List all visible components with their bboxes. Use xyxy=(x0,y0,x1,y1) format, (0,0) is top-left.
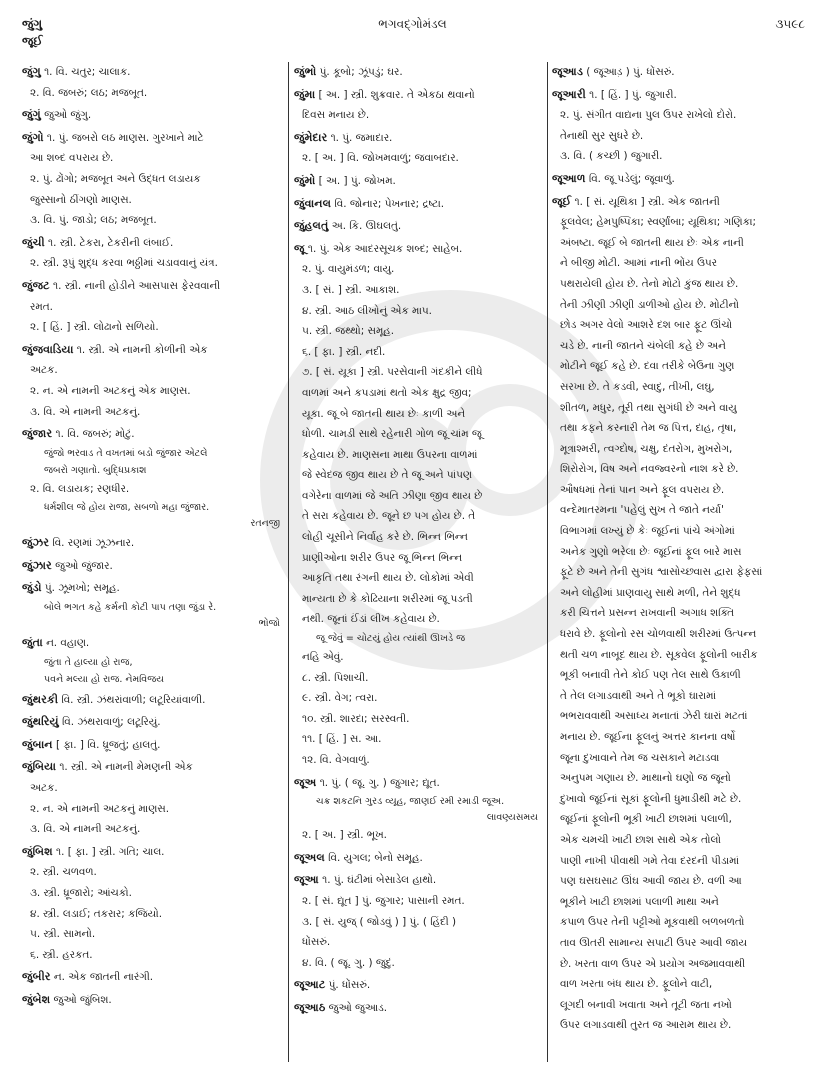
dictionary-entry xyxy=(294,194,542,215)
entry-first-line xyxy=(552,85,807,106)
dictionary-entry xyxy=(22,690,284,711)
definition-text: જુઓ જુંગુ. xyxy=(44,109,92,122)
definition-text: અ. કિ. ઊઘલતું. xyxy=(331,220,402,233)
definition-continuation: શિરોરોગ, વિષ અને નવજ્વરનો નાશ કરે છે. xyxy=(560,463,739,476)
definition-continuation: યૂકા. જૂ બે જાતની થાય છેઃ કાળી અને xyxy=(302,407,466,420)
entry-first-line xyxy=(294,194,542,215)
definition-text: ૧. [ ફા. ] સ્ત્રી. ગતિ; ચાલ. xyxy=(56,845,165,858)
definition-text: ૧. પું. ઘંટીમાં બેસાડેલ હાથો. xyxy=(322,874,437,887)
definition-text: ૧. સ્ત્રી. એ નામની કોળીની એક xyxy=(76,343,208,356)
entry-first-line xyxy=(22,967,284,988)
definition-text: પું. ધોંસરું. xyxy=(328,979,371,992)
dictionary-entry xyxy=(22,424,284,531)
dictionary-entry xyxy=(552,62,807,83)
definition-text: વિ. યુગલ; બેનો સમૂહ. xyxy=(328,851,423,864)
sense-definition: ૩. વિ. એ નામની અટકનું. xyxy=(30,823,141,836)
sense-definition: ૫. સ્ત્રી. જથ્થો; સમૂહ. xyxy=(302,325,394,338)
sense-definition: ૨. સ્ત્રી. ચળવળ. xyxy=(30,866,97,879)
quotation: જુંતા તે હાલ્યા હો રાજ, xyxy=(44,656,133,668)
dictionary-entry xyxy=(294,998,542,1019)
definition-text: ૧. સ્ત્રી. ટેકરા, ટેકરીની લંબાઈ. xyxy=(48,236,174,249)
headword: જુંબિયા xyxy=(22,760,56,774)
definition-continuation: દિવસ મનાય છે. xyxy=(302,109,370,122)
definition-continuation: મનાય છે. જૂઈના ફૂલનું અત્તર કાનના વર્ષો xyxy=(560,731,736,743)
sense-definition: ૨. સ્ત્રી. રૂપું શુદ્ધ કરવા ભઠ્ઠીમાં ચડાવવાનું યંત્ર. xyxy=(30,257,218,270)
sense-definition: ૩. [ સં. ] સ્ત્રી. આકાશ. xyxy=(302,283,400,296)
sense-definition: ૩. વિ. પું. જાડો; લઠ; મજબૂત. xyxy=(30,214,157,227)
definition-continuation: છોડ અગર વેલો આશરે દશ બાર ફૂટ ઊંચો xyxy=(560,319,733,332)
sense-definition: ૧૧. [ હિં. ] સ. આ. xyxy=(302,733,382,746)
entry-first-line xyxy=(22,578,284,599)
sense-definition: ૨. [ હિં. ] સ્ત્રી. લોઢાનો સળિયો. xyxy=(30,321,159,334)
definition-continuation: નહિ એવું. xyxy=(302,651,344,664)
entry-first-line xyxy=(294,848,542,869)
sense-definition: ૨. પું. ઢોંગો; મજબૂત અને ઉદ્ધત લડાયક xyxy=(30,172,201,185)
headword: જુંમા xyxy=(294,87,316,101)
definition-continuation: દુખાવો જૂઈનાં સૂકાં ફૂલોની ધુમાડીથી મટે છે. xyxy=(560,792,742,805)
definition-text: વિ. જૂ પડેલું; જૂવાળું. xyxy=(588,172,675,185)
sense-definition: ૪. સ્ત્રી. લડાઈ; તકરાર; કજિયો. xyxy=(30,907,163,920)
definition-continuation: જુસ્સાનો ઠીંગણો માણસ. xyxy=(30,193,132,206)
quotation: ચક્ર શકટનિ ગુરડ વ્યૂહ, જાણઈ રમી રમાડી જૂઅ. xyxy=(316,796,505,808)
definition-continuation: લૂગદી બનાવી ખવાતા અને તૂટી જતા નખો xyxy=(560,998,732,1011)
dictionary-entry xyxy=(22,967,284,988)
definition-text: જુઓ જુંબિશ. xyxy=(53,993,112,1006)
entry-first-line xyxy=(294,128,542,149)
definition-text: ૧. વિ. જબરું; મોટું. xyxy=(55,428,135,441)
headword: જૂઈ xyxy=(552,194,572,208)
entry-first-line xyxy=(22,735,284,756)
headword: જુંથરિયું xyxy=(22,715,59,729)
definition-continuation: એક ચમચી ખાટી છાશ સાથે એક તોલો xyxy=(560,833,721,846)
headword: જુંજવાડિયા xyxy=(22,342,74,356)
definition-continuation: તેની ઝીણી ઝીણી ડાળીઓ હોય છે. મોટીનો xyxy=(560,298,739,311)
definition-continuation: ધોળી. ચામડી સાથે રહેનારી ગોળ જૂ ચાંમ જૂ xyxy=(302,428,482,441)
dictionary-entry xyxy=(294,216,542,237)
definition-continuation: કપાળ ઉપર તેની પટ્ટીઓ મૂકવાથી બળબળતો xyxy=(560,916,745,929)
definition-text: ૧. પું. જબરો લઠ માણસ. ગુરખાને માટે xyxy=(46,131,204,144)
definition-text: વિ. સ્ત્રી. ઝંથરાંવાળી; લટૂરિયાંવાળી. xyxy=(61,693,206,706)
dictionary-entry xyxy=(294,128,542,169)
quotation-source: રતનજી xyxy=(250,518,280,530)
entry-first-line xyxy=(294,998,542,1019)
entry-first-line xyxy=(22,424,284,445)
definition-continuation: જૂઈનાં ફૂલોની ભૂકી ખાટી છાશમાં પલાળી, xyxy=(560,813,732,826)
definition-text: ન. એક જાતની નારંગી. xyxy=(53,971,154,984)
definition-continuation: જે સ્વેદજ જીવ થાય છે તે જૂ અને પાંપણ xyxy=(302,469,472,482)
dictionary-entry xyxy=(294,773,542,846)
headword: જુંહલતું xyxy=(294,219,329,233)
entry-first-line xyxy=(22,633,284,654)
headword: જૂઅ xyxy=(294,775,317,789)
definition-text: ૧. [ હિં. ] પું. જુગારી. xyxy=(589,88,677,101)
definition-continuation: અંબષ્ટા. જૂઈ બે જાતની થાય છેઃ એક નાની xyxy=(560,236,744,249)
dictionary-entry xyxy=(22,62,284,103)
entry-first-line xyxy=(294,62,542,83)
entry-first-line xyxy=(294,975,542,996)
headword: જૂઅલ xyxy=(294,850,325,864)
definition-text: વિ. ઝંથરાવાળું; લટૂરિયું. xyxy=(61,716,161,729)
dictionary-entry xyxy=(22,990,284,1011)
dictionary-entry xyxy=(22,233,284,274)
quotation-source: ભોજો xyxy=(258,618,280,630)
quotation: જબરો ગણાતો. બુદ્ધિપ્રકાશ xyxy=(44,464,147,476)
definition-continuation: અટક. xyxy=(30,364,58,377)
definition-continuation: પણ ઘસઘસાટ ઊંઘ આવી જાય છે. વળી આ xyxy=(560,875,742,888)
headword: જુંજટ xyxy=(22,278,50,292)
definition-continuation: વન્દેમાતરમના 'પહેલું સુખ તે જાતે નર્યા' xyxy=(560,504,724,517)
column-divider xyxy=(288,62,289,1062)
quotation: પવને મલ્યા હો રાજ. નેમવિજય xyxy=(44,673,164,685)
dictionary-entry xyxy=(22,533,284,554)
headword: જૂઆડ xyxy=(552,65,583,78)
definition-text: [ ફા. ] વિ. ધ્રૂજતું; હાલતું. xyxy=(55,738,161,751)
definition-text: વિ. જોનાર; પેખનાર; દ્રષ્ટા. xyxy=(334,197,445,210)
entry-first-line xyxy=(22,533,284,554)
definition-text: [ અ. ] સ્ત્રી. શુક્રવાર. તે એકઠા થવાનો xyxy=(318,88,475,101)
page-header xyxy=(0,16,825,56)
headword: જુંબેશ xyxy=(22,992,51,1006)
definition-text: [ અ. ] પું. જોખમ. xyxy=(318,174,396,187)
entry-first-line xyxy=(294,870,542,891)
sense-definition: ૧૦. સ્ત્રી. શારદા; સરસ્વતી. xyxy=(302,712,410,725)
definition-continuation: શીતળ, મધુર, તૂરી તથા સુગંધી છે અને વાયુ xyxy=(560,401,737,414)
sense-definition: ૯. સ્ત્રી. વેગ; ત્વરા. xyxy=(302,692,378,705)
entry-first-line xyxy=(552,192,807,213)
dictionary-entry xyxy=(294,870,542,973)
headword: જુંબીર xyxy=(22,970,51,984)
headword: જુંગો xyxy=(22,130,44,144)
quotation: જુંજો ભરવાડ તે વખતમાં બડો જુંજાર એટલે xyxy=(44,447,208,459)
headword: જૂઆરી xyxy=(552,87,586,101)
dictionary-entry xyxy=(552,169,807,190)
headword: જૂઆ xyxy=(294,873,319,887)
definition-continuation: ને બીજી મોટી. આમાં નાની ભોંય ઉપર xyxy=(560,257,717,270)
definition-continuation: પ્રાણીઓના શરીર ઉપર જૂ ભિન્ન ભિન્ન xyxy=(302,551,463,564)
entry-first-line xyxy=(552,62,807,83)
headword: જુંભો xyxy=(294,65,317,78)
sense-definition: ૭. [ સં. યૂકા ] સ્ત્રી. પરસેવાની ગંદકીને લીધે xyxy=(302,366,483,379)
sense-definition: ૨. [ અ. ] સ્ત્રી. ભૂખ. xyxy=(302,829,387,842)
column-divider xyxy=(547,62,548,1062)
running-title: ભગવદ્ગોમંડલ xyxy=(378,17,447,31)
headword: જૂઆઠ xyxy=(294,1000,326,1014)
headword: જૂ xyxy=(294,241,305,255)
definition-text: જુઓ જુઆડ. xyxy=(328,1001,388,1014)
definition-continuation: તેનાથી સુર સુધરે છે. xyxy=(560,129,644,142)
sense-definition: ૫. સ્ત્રી. સામનો. xyxy=(30,928,96,941)
dictionary-entry xyxy=(552,85,807,167)
definition-continuation: ભભરાવવાથી અસાધ્ય મનાતાં ઝેરી ઘારાં મટતાં xyxy=(560,710,748,723)
sense-definition: ૪. સ્ત્રી. આઠ લીખોનું એક માપ. xyxy=(302,304,432,317)
definition-continuation: અટક. xyxy=(30,782,58,795)
definition-continuation: મૂત્રાશ્મરી, ત્વગ્દોષ, ચક્ષુ, દંતરોગ, મુખરોગ, xyxy=(560,442,733,455)
definition-continuation: અનેક ગુણો ભરેલા છેઃ જૂઈનાં ફૂલ બારે માસ xyxy=(560,545,742,558)
guide-word-first: જુંગુ xyxy=(22,17,43,31)
definition-continuation: માન્યતા છે કે કોઢિયાના શરીરમાં જૂ પડતી xyxy=(302,592,473,605)
headword: જૂઆળ xyxy=(552,171,586,185)
entry-first-line xyxy=(294,171,542,192)
definition-continuation: ઉપર લગાડવાથી તુરત જ આરામ થાય છે. xyxy=(560,1019,732,1032)
dictionary-entry xyxy=(22,276,284,338)
definition-continuation: તે સરા કહેવાય છે. જૂને છ પગ હોય છે. તે xyxy=(302,510,476,523)
entry-first-line xyxy=(22,757,284,778)
headword: જૂઆટ xyxy=(294,978,326,992)
column-2 xyxy=(294,62,542,1072)
definition-continuation: પથરાયેલી હોય છે. તેનો મોટો કુંજ થાય છે. xyxy=(560,277,739,290)
headword: જુંગું xyxy=(22,108,41,122)
page-number: ૩૫૯૮ xyxy=(775,17,805,31)
entry-first-line xyxy=(294,239,542,260)
column-3 xyxy=(552,62,807,1072)
definition-text: ૧. સ્ત્રી. નાની હોડીને આસપાસ ફેરવવાની xyxy=(53,279,221,292)
definition-text: પું. કૂબો; ઝૂંપડું; ઘર. xyxy=(319,66,403,78)
dictionary-entry xyxy=(294,85,542,126)
sense-definition: ૪. વિ. ( જૂ. ગુ. ) જુદું. xyxy=(302,956,395,969)
dictionary-entry xyxy=(22,128,284,231)
sense-definition: ૨. [ અ. ] વિ. જોખમવાળું; જવાબદાર. xyxy=(302,152,459,165)
quotation: બોલે ભગત કહે કર્મની કોટી પાપ તણા જુંડા રે. xyxy=(44,602,217,614)
headword: જુંબાન xyxy=(22,737,53,751)
headword: જુંઝર xyxy=(22,536,50,550)
definition-continuation: ઔષધમાં તેનાં પાન અને ફૂલ વપરાય છે. xyxy=(560,483,725,496)
definition-text: ૧. [ સં. યૂથિકા ] સ્ત્રી. એક જાતની xyxy=(574,195,720,208)
definition-continuation: મોટીને જૂઈ કહે છે. દવા તરીકે બેઉના ગુણ xyxy=(560,360,735,373)
definition-continuation: કહેવાય છે. માણસના માથા ઉપરના વાળમાં xyxy=(302,448,478,461)
definition-text: ૧. વિ. ચતુર; ચાલાક. xyxy=(44,66,131,78)
definition-continuation: રમત. xyxy=(30,300,53,313)
headword: જુંવાનલ xyxy=(294,196,332,210)
entry-first-line xyxy=(22,233,284,254)
sense-definition: ૬. સ્ત્રી. હરકત. xyxy=(30,948,93,961)
dictionary-entry xyxy=(294,975,542,996)
definition-continuation: આકૃતિ તથા રંગની થાય છે. લોકોમાં એવી xyxy=(302,572,474,585)
definition-text: ૧. પું. એક આદરસૂચક શબ્દ; સાહેબ. xyxy=(307,242,463,255)
definition-continuation: જૂના દુખાવાને તેમ જ ચસકાને મટાડવા xyxy=(560,751,720,764)
definition-text: ૧. પું. જમાદાર. xyxy=(330,131,393,144)
dictionary-entry xyxy=(22,556,284,577)
definition-text: ૧. પું. ( જૂ. ગુ. ) જુગાર; દ્યૂત. xyxy=(319,776,440,789)
sense-definition: ૨. વિ. લડાયક; રણધીર. xyxy=(30,482,130,495)
definition-text: ( જૂઆડ઼ ) પું. ધોંસરું. xyxy=(586,66,675,78)
quotation-source: લાવણ્યસમય xyxy=(486,812,538,824)
headword: જુંમેદાર xyxy=(294,130,328,144)
definition-continuation: લોહી ચૂસીને નિર્વાહ કરે છે. ભિન્ન ભિન્ન xyxy=(302,531,468,544)
definition-continuation: કરી ચિત્તને પ્રસન્ન રાખવાની અગાધ શક્તિ xyxy=(560,607,734,620)
entry-first-line xyxy=(22,712,284,733)
dictionary-entry xyxy=(22,105,284,126)
entry-first-line xyxy=(22,842,284,863)
sense-definition: ૩. [ સં. યુજ્ ( જોડવું ) ] પું. ( હિંદી ) xyxy=(302,915,457,928)
entry-first-line xyxy=(294,216,542,237)
sense-definition: ૨. વિ. જબરું; લઠ; મજબૂત. xyxy=(30,86,148,99)
quotation: ધર્મશીલ જે હોય રાજા, સબળો મહા જુંજાર. xyxy=(44,502,210,514)
guide-word-last: જૂઈ xyxy=(22,34,43,48)
column-1 xyxy=(22,62,284,1072)
dictionary-entry xyxy=(294,62,542,83)
headword: જુંથરકી xyxy=(22,692,59,706)
definition-continuation: ભૂકી બનાવી તેને કોઈ પણ તેલ સાથે ઉકાળી xyxy=(560,669,741,682)
sense-definition: ૨. ન. એ નામની અટકનું માણસ. xyxy=(30,802,170,815)
definition-continuation: નથી. જૂનાં ઈંડાં લીખ કહેવાય છે. xyxy=(302,613,440,626)
sense-definition: ૮. સ્ત્રી. પિશાચી. xyxy=(302,671,369,684)
dictionary-entry xyxy=(294,848,542,869)
headword: જુંચી xyxy=(22,235,45,249)
entry-first-line xyxy=(294,85,542,106)
dictionary-entry xyxy=(22,633,284,688)
definition-continuation: છે. ખરતા વાળ ઉપર એ પ્રયોગ અજમાવવાથી xyxy=(560,957,746,970)
entry-first-line xyxy=(22,556,284,577)
entry-first-line xyxy=(552,169,807,190)
definition-continuation: અને લોહીમાં પ્રાણવાયુ સાથે મળી, તેને શુદ્ધ xyxy=(560,586,741,599)
definition-continuation: અનુપમ ગણાય છે. માથાનો ઘણો જ જૂનો xyxy=(560,772,731,785)
dictionary-entry xyxy=(22,757,284,839)
definition-text: ૧. સ્ત્રી. એ નામની મેમણની એક xyxy=(59,761,193,774)
definition-text: જુઓ જુંજાર. xyxy=(55,559,113,572)
definition-continuation: સરખા છે. તે કડવી, સ્વાદુ, તીખી, લઘુ, xyxy=(560,380,715,393)
definition-text: પું. ઝૂમખો; સમૂહ. xyxy=(44,582,120,595)
quotation: જૂ જેવું = ચોટયું હોય ત્યાંથી ઊખડે જ xyxy=(316,633,466,645)
entry-first-line xyxy=(22,690,284,711)
sense-definition: ૧૨. વિ. વેગવાળું. xyxy=(302,754,370,766)
definition-text: ન. વહાણ. xyxy=(46,637,90,650)
definition-continuation: વાળ ખરતા બંધ થાય છે. ફૂલોને વાટી, xyxy=(560,978,713,991)
definition-continuation: વિભાગમાં લખ્યું છે કેઃ જૂઈનાં પાંચે અંગોમાં xyxy=(560,525,735,538)
definition-continuation: વાળમાં અને કપડામાં થતો એક ક્ષુદ્ર જીવ; xyxy=(302,386,472,399)
dictionary-entry xyxy=(22,712,284,733)
sense-definition: ૨. [ સં. દ્યૂત ] પું. જુગાર; પાસાની રમત. xyxy=(302,894,465,907)
definition-continuation: ફૂટે છે અને તેની સુગંધ શ્વાસોચ્છ્વાસ દ્વારા ફેફસાં xyxy=(560,566,763,579)
definition-continuation: વગેરેના વાળમાં જે અતિ ઝીણા જીવ થાય છે xyxy=(302,489,483,502)
entry-first-line xyxy=(22,340,284,361)
headword: જુંજાર xyxy=(22,427,53,441)
sense-definition: ૩. વિ. ( કચ્છી ) જુગારી. xyxy=(560,150,663,163)
dictionary-entry xyxy=(22,340,284,422)
sense-definition: ૨. ન. એ નામની અટકનું એક માણસ. xyxy=(30,384,191,397)
sense-definition: ૬. [ ફા. ] સ્ત્રી. નદી. xyxy=(302,345,386,358)
definition-continuation: ચડે છે. નાની જાતને ચંબેલી કહે છે અને xyxy=(560,339,726,352)
dictionary-entry xyxy=(294,239,542,771)
headword: જુંગુ xyxy=(22,65,41,78)
entry-first-line xyxy=(294,773,542,794)
definition-continuation: આ શબ્દ વપરાય છે. xyxy=(30,152,114,165)
sense-definition: ૨. પું. સંગીત વાદ્યના પુલ ઉપર રાખેલો દોરો. xyxy=(560,109,737,122)
definition-continuation: તાવ ઊતરી સામાન્ય સપાટી ઉપર આવી જાય xyxy=(560,936,747,949)
headword: જુંમો xyxy=(294,173,316,187)
sense-definition: ૨. પું. વાયુમંડળ; વાયુ. xyxy=(302,263,395,276)
entry-first-line xyxy=(22,105,284,126)
dictionary-entry xyxy=(294,171,542,192)
sense-definition: ૩. વિ. એ નામની અટકનું. xyxy=(30,405,141,418)
entry-first-line xyxy=(22,62,284,83)
headword: જુંબિશ xyxy=(22,844,53,858)
headword: જુંતા xyxy=(22,636,43,650)
dictionary-entry xyxy=(552,192,807,1036)
dictionary-entry xyxy=(22,735,284,756)
dictionary-entry xyxy=(22,842,284,966)
headword: જુંઝાર xyxy=(22,558,52,572)
definition-continuation: ફૂલવેલ; હેમપુષ્પિકા; સ્વર્ણાંબા; યૂથિકા; ગણિકા; xyxy=(560,216,756,229)
definition-text: વિ. રણમાં ઝૂઝનાર. xyxy=(52,537,135,550)
definition-continuation: તે તેલ લગાડવાથી અને તે ભૂકો ઘારામાં xyxy=(560,689,717,702)
dictionary-entry xyxy=(22,578,284,631)
definition-continuation: તથા કફને કરનારી તેમ જ પિત્ત, દાહ, તૃષા, xyxy=(560,422,737,435)
definition-continuation: પાણી નાખી પીવાથી ગમે તેવા દરદની પીડામાં xyxy=(560,854,739,867)
sense-definition: ૩. સ્ત્રી. ધ્રૂજારો; આંચકો. xyxy=(30,887,132,899)
definition-continuation: ભૂકીને ખાટી છાશમાં પલાળી માથા અને xyxy=(560,895,719,908)
headword: જુંડો xyxy=(22,581,42,595)
entry-first-line xyxy=(22,128,284,149)
entry-first-line xyxy=(22,276,284,297)
definition-continuation: થતી ચળ નાબૂદ થાય છે. સૂકવેલ ફૂલોની બારીક xyxy=(560,648,758,661)
definition-continuation: ધોંસરું. xyxy=(302,936,331,949)
definition-continuation: ધરાવે છે. ફૂલોનો રસ ચોળવાથી શરીરમાં ઉત્પન્ન xyxy=(560,628,757,641)
entry-first-line xyxy=(22,990,284,1011)
